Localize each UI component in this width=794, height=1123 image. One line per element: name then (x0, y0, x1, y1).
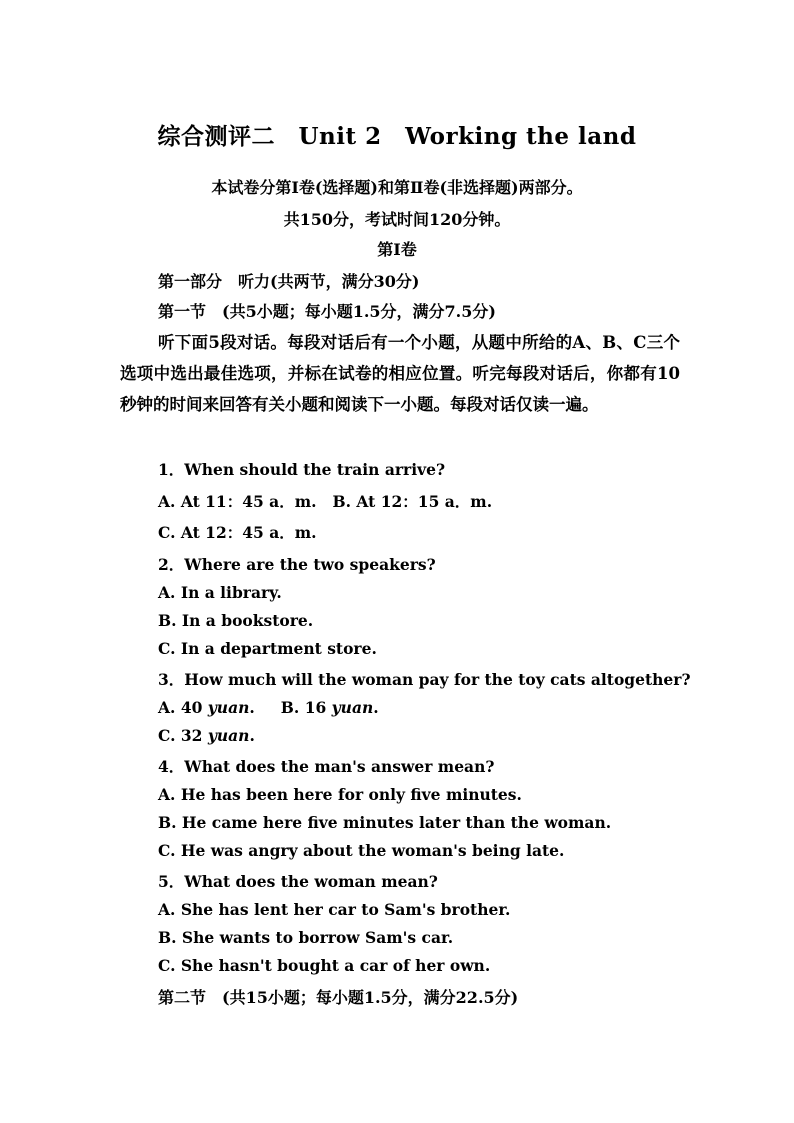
question-5-stem: 5．What does the woman mean? (158, 872, 438, 891)
question-1-stem: 1．When should the train arrive? (158, 460, 446, 479)
option-c-unit: yuan (207, 726, 250, 745)
question-3-stem: 3．How much will the woman pay for the toy cats altogether? (158, 670, 691, 689)
question-1-option-a[interactable]: A. At 11：45 a．m. (158, 492, 317, 511)
option-b-period: . (373, 698, 379, 717)
option-a-period: . (249, 698, 255, 717)
option-b-amount: B. 16 (280, 698, 327, 717)
question-5-option-b[interactable]: B. She wants to borrow Sam's car. (158, 928, 454, 947)
intro-line-1: 本试卷分第Ⅰ卷(选择题)和第Ⅱ卷(非选择题)两部分。 (211, 178, 583, 197)
question-3-option-a[interactable] (158, 698, 255, 717)
section1-heading: 第一节 (共5小题；每小题1.5分，满分7.5分) (158, 302, 496, 321)
question-3-option-b[interactable] (281, 698, 379, 717)
option-a-amount: A. 40 (158, 698, 203, 717)
instructions-paragraph: 听下面5段对话。每段对话后有一个小题，从题中所给的A、B、C三个选项中选出最佳选项，并标在试卷的相应位置。听完每段对话后，你都有10秒钟的时间来回答有关小题和阅读下一小题。每段对话仅读一遍。 (120, 333, 680, 414)
page-title: 综合测评二 Unit 2 Working the land (157, 123, 637, 150)
question-1-option-b[interactable]: B. At 12：15 a．m. (332, 492, 493, 511)
question-4-option-a[interactable]: A. He has been here for only five minutes. (158, 785, 522, 804)
question-4-option-b[interactable]: B. He came here five minutes later than the woman. (158, 813, 612, 832)
question-4-stem: 4．What does the man's answer mean? (158, 757, 495, 776)
intro-line-2: 共150分，考试时间120分钟。 (283, 210, 511, 229)
question-4-option-c[interactable]: C. He was angry about the woman's being late. (158, 841, 565, 860)
question-3-options-row (158, 698, 379, 717)
question-2-option-c[interactable]: C. In a department store. (158, 639, 377, 658)
question-5-option-c[interactable]: C. She hasn't bought a car of her own. (158, 956, 491, 975)
question-3-option-c[interactable] (158, 726, 255, 745)
question-2-option-a[interactable]: A. In a library. (158, 583, 282, 602)
option-b-unit: yuan (331, 698, 374, 717)
section2-heading: 第二节 (共15小题；每小题1.5分，满分22.5分) (158, 988, 519, 1007)
option-c-amount: C. 32 (158, 726, 203, 745)
option-a-unit: yuan (207, 698, 250, 717)
question-1-options-row (158, 490, 492, 512)
question-1-option-c[interactable]: C. At 12：45 a．m. (158, 523, 317, 542)
option-c-period: . (249, 726, 255, 745)
question-2-stem: 2．Where are the two speakers? (158, 555, 436, 574)
volume-heading: 第Ⅰ卷 (377, 240, 417, 259)
question-5-option-a[interactable]: A. She has lent her car to Sam's brother. (158, 900, 511, 919)
part1-heading: 第一部分 听力(共两节，满分30分) (158, 272, 420, 291)
question-2-option-b[interactable]: B. In a bookstore. (158, 611, 314, 630)
